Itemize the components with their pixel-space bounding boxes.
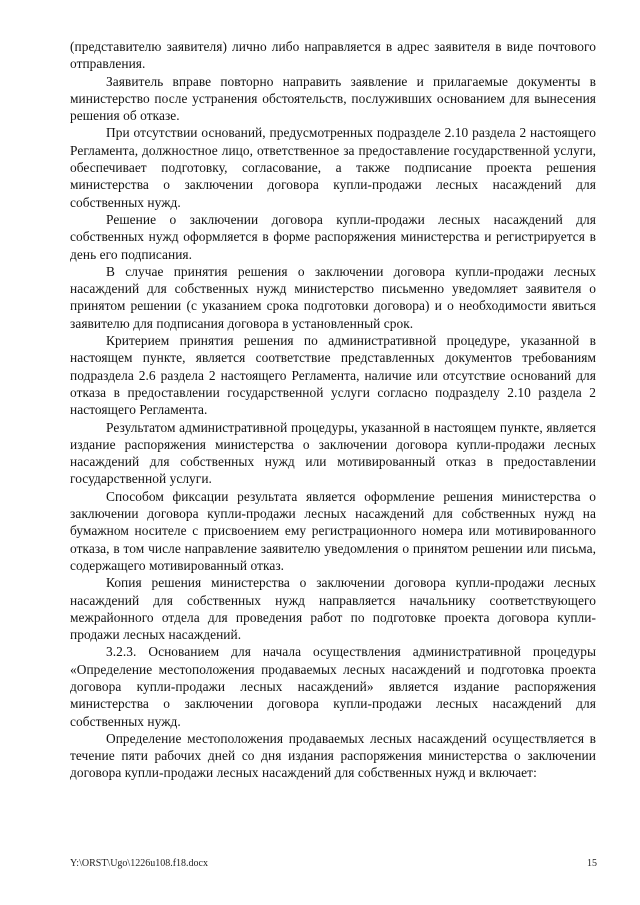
paragraph-location-definition: Определение местоположения продаваемых лесных насаждений осуществляется в течение пяти рабочих дней со дня издания распоряжения министерства о заключении договора купли-продажи лесных насаждений для собственных нужд и включает:	[70, 730, 596, 781]
paragraph-criterion: Критерием принятия решения по административной процедуре, указанной в настоящем пункте, является соответствие представленных документов требованиям подраздела 2.6 раздела 2 настоящего Регламента, наличие или отсутствие оснований для отказа в предоставлении государственной услуги согласно подразделу 2.10 раздела 2 настоящего Регламента.	[70, 333, 596, 418]
paragraph-notification: В случае принятия решения о заключении договора купли-продажи лесных насаждений для собственных нужд министерство письменно уведомляет заявителя о принятом решении (с указанием срока подготовки договора) и о необходимости явиться заявителю для подписания договора в установленный срок.	[70, 263, 596, 331]
paragraph-continuation: (представителю заявителя) лично либо направляется в адрес заявителя в виде почтового отправления.	[70, 39, 596, 72]
paragraph-no-grounds: При отсутствии оснований, предусмотренных подразделе 2.10 раздела 2 настоящего Регламента, должностное лицо, ответственное за предоставление государственной услуги, обеспечивает подготовку, согласование, а также подписание проекта решения министерства о заключении договора купли-продажи лесных насаждений для собственных нужд.	[70, 125, 596, 210]
paragraph-decision-form: Решение о заключении договора купли-продажи лесных насаждений для собственных нужд оформляется в форме распоряжения министерства и регистрируется в день его подписания.	[70, 211, 596, 262]
paragraph-reapply: Заявитель вправе повторно направить заявление и прилагаемые документы в министерство после устранения обстоятельств, послуживших основанием для вынесения решения об отказе.	[70, 73, 596, 124]
paragraph-fixation: Способом фиксации результата является оформление решения министерства о заключении договора купли-продажи лесных насаждений для собственных нужд на бумажном носителе с присвоением ему регистрационного номера или мотивированного отказа, в том числе направление заявителю уведомления о принятом решении или письма, содержащего мотивированный отказ.	[70, 488, 596, 573]
paragraph-result: Результатом административной процедуры, указанной в настоящем пункте, является издание распоряжения министерства о заключении договора купли-продажи лесных насаждений для собственных нужд или мотивированный отказ в предоставлении государственной услуги.	[70, 419, 596, 487]
document-body	[70, 38, 596, 782]
paragraph-section-3-2-3: 3.2.3. Основанием для начала осуществления административной процедуры «Определение местоположения продаваемых лесных насаждений и подготовка проекта договора купли-продажи лесных насаждений» является издание распоряжения министерства о заключении договора купли-продажи лесных насаждений для собственных нужд.	[70, 644, 596, 729]
paragraph-copy: Копия решения министерства о заключении договора купли-продажи лесных насаждений для собственных нужд направляется начальнику соответствующего межрайонного отдела для проведения работ по подготовке проекта договора купли-продажи лесных насаждений.	[70, 575, 596, 643]
footer-file-path: Y:\ORST\Ugo\1226u108.f18.docx	[70, 858, 208, 869]
page-number: 15	[587, 858, 597, 869]
